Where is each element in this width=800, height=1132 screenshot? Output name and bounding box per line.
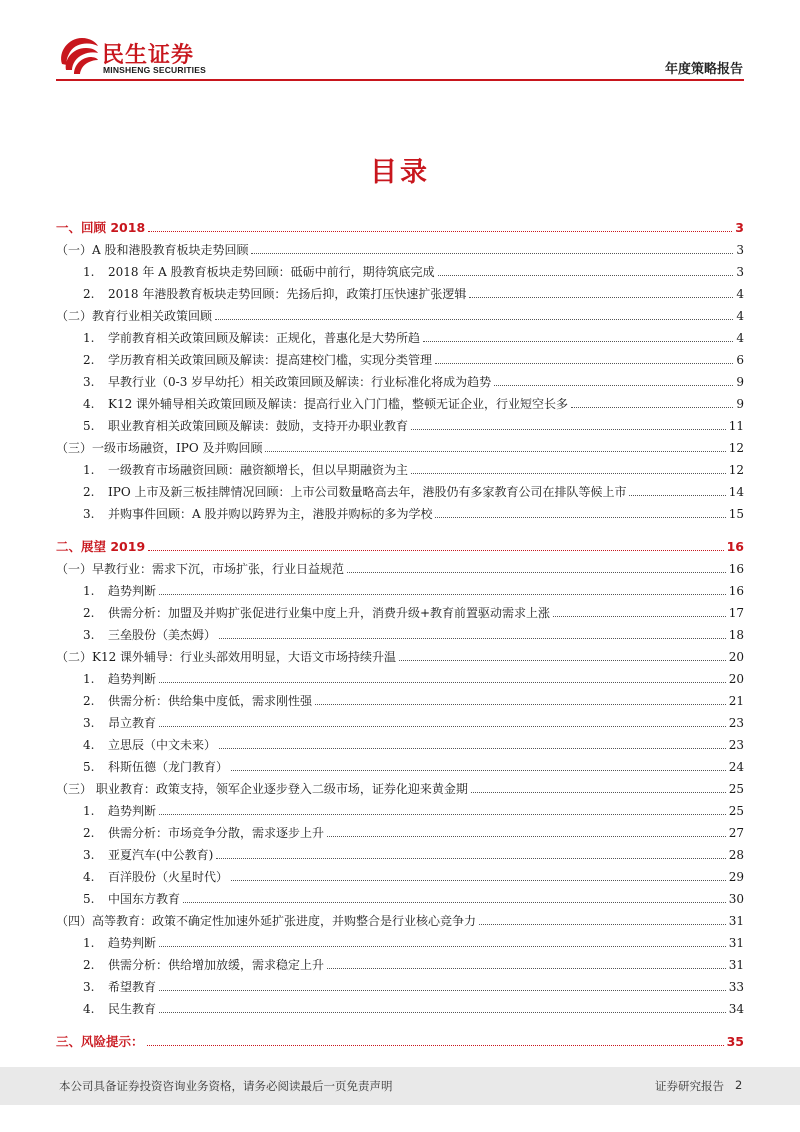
header-divider <box>56 79 744 81</box>
toc-entry-title: （三）一级市场融资，IPO 及并购回顾 <box>56 441 263 455</box>
dot-leader <box>435 363 733 364</box>
toc-entry-page: 4 <box>736 309 744 323</box>
toc-entry-number: 2. <box>83 606 95 620</box>
toc-entry-level-3[interactable] <box>56 818 744 840</box>
toc-entry-level-3[interactable] <box>56 411 744 433</box>
toc-entry-number: 1. <box>83 936 95 950</box>
dot-leader <box>183 902 726 903</box>
logo-chinese-name: 民生证券 <box>102 43 195 68</box>
toc-entry-title: 趋势判断 <box>108 672 157 686</box>
dot-leader <box>159 814 726 815</box>
toc-entry-number: 1. <box>83 265 95 279</box>
toc-entry-title: 职业教育相关政策回顾及解读：鼓励，支持开办职业教育 <box>108 419 409 433</box>
dot-leader <box>479 924 726 925</box>
footer-report-label: 证券研究报告 <box>655 1079 724 1093</box>
toc-entry-level-3[interactable] <box>56 796 744 818</box>
toc-entry-number: 5. <box>83 760 95 774</box>
dot-leader <box>251 253 733 254</box>
toc-entry-page: 21 <box>728 694 744 708</box>
table-of-contents <box>56 211 744 1049</box>
toc-entry-level-3[interactable] <box>56 862 744 884</box>
toc-entry-title: 2018 年 A 股教育板块走势回顾：砥砺中前行，期待筑底完成 <box>108 265 435 279</box>
toc-entry-page: 24 <box>728 760 744 774</box>
toc-entry-title: 趋势判断 <box>108 804 157 818</box>
dot-leader <box>315 704 726 705</box>
toc-entry-level-2[interactable] <box>56 906 744 928</box>
dot-leader <box>399 660 726 661</box>
toc-entry-number: 1. <box>83 584 95 598</box>
toc-entry-page: 11 <box>728 419 744 433</box>
toc-entry-page: 9 <box>736 375 744 389</box>
toc-entry-level-3[interactable] <box>56 499 744 521</box>
dot-leader <box>435 517 725 518</box>
toc-entry-level-2[interactable] <box>56 774 744 796</box>
toc-entry-level-3[interactable] <box>56 840 744 862</box>
toc-entry-title: 二、展望 2019 <box>56 539 146 554</box>
toc-entry-page: 4 <box>736 287 744 301</box>
toc-entry-number: 3. <box>83 848 95 862</box>
toc-entry-level-3[interactable] <box>56 598 744 620</box>
toc-entry-level-3[interactable] <box>56 367 744 389</box>
toc-entry-number: 4. <box>83 738 95 752</box>
toc-entry-number: 1. <box>83 463 95 477</box>
footer-disclaimer: 本公司具备证券投资咨询业务资格，请务必阅读最后一页免责声明 <box>59 1079 393 1093</box>
toc-entry-number: 2. <box>83 287 95 301</box>
toc-entry-level-1[interactable] <box>56 211 744 235</box>
toc-entry-number: 3. <box>83 375 95 389</box>
toc-entry-title: 供需分析：市场竞争分散，需求逐步上升 <box>108 826 325 840</box>
toc-entry-title: （二）教育行业相关政策回顾 <box>56 309 213 323</box>
dot-leader <box>411 429 726 430</box>
toc-entry-level-3[interactable] <box>56 620 744 642</box>
toc-entry-page: 28 <box>728 848 744 862</box>
toc-entry-number: 4. <box>83 397 95 411</box>
dot-leader <box>327 836 726 837</box>
toc-entry-level-3[interactable] <box>56 455 744 477</box>
page-header <box>0 0 800 80</box>
toc-entry-number: 2. <box>83 826 95 840</box>
toc-entry-number: 3. <box>83 980 95 994</box>
toc-entry-level-3[interactable] <box>56 730 744 752</box>
dot-leader <box>327 968 726 969</box>
toc-entry-page: 20 <box>728 650 744 664</box>
toc-entry-number: 5. <box>83 892 95 906</box>
toc-entry-page: 4 <box>736 331 744 345</box>
dot-leader <box>159 946 726 947</box>
report-type-label: 年度策略报告 <box>664 62 743 77</box>
toc-entry-number: 2. <box>83 694 95 708</box>
toc-entry-page: 31 <box>728 914 744 928</box>
toc-entry-level-1[interactable] <box>56 521 744 554</box>
toc-entry-title: 百洋股份（火星时代） <box>108 870 229 884</box>
toc-entry-level-2[interactable] <box>56 642 744 664</box>
toc-entry-number: 4. <box>83 1002 95 1016</box>
dot-leader <box>553 616 726 617</box>
dot-leader <box>494 385 733 386</box>
toc-entry-title: 2018 年港股教育板块走势回顾：先扬后抑，政策打压快速扩张逻辑 <box>108 287 467 301</box>
toc-entry-level-3[interactable] <box>56 257 744 279</box>
toc-entry-level-3[interactable] <box>56 884 744 906</box>
toc-entry-title: 昂立教育 <box>108 716 157 730</box>
dot-leader <box>423 341 733 342</box>
toc-entry-title: 趋势判断 <box>108 936 157 950</box>
dot-leader <box>438 275 734 276</box>
toc-entry-level-3[interactable] <box>56 972 744 994</box>
toc-entry-title: 民生教育 <box>108 1002 157 1016</box>
toc-entry-title: K12 课外辅导相关政策回顾及解读：提高行业入门门槛，整顿无证企业，行业短空长多 <box>108 397 569 411</box>
toc-entry-number: 1. <box>83 331 95 345</box>
toc-entry-level-2[interactable] <box>56 554 744 576</box>
dot-leader <box>469 297 733 298</box>
dot-leader <box>629 495 725 496</box>
dot-leader <box>471 792 726 793</box>
toc-entry-page: 16 <box>728 584 744 598</box>
dot-leader <box>159 1012 726 1013</box>
toc-entry-title: 学历教育相关政策回顾及解读：提高建校门槛，实现分类管理 <box>108 353 433 367</box>
toc-entry-level-3[interactable] <box>56 664 744 686</box>
toc-entry-page: 20 <box>728 672 744 686</box>
toc-entry-page: 23 <box>728 716 744 730</box>
toc-entry-title: 立思辰（中文未来） <box>108 738 217 752</box>
logo-english-name: MINSHENG SECURITIES <box>103 65 206 75</box>
toc-entry-title: 早教行业（0-3 岁早幼托）相关政策回顾及解读：行业标准化将成为趋势 <box>108 375 492 389</box>
toc-entry-page: 9 <box>736 397 744 411</box>
toc-entry-level-3[interactable] <box>56 686 744 708</box>
dot-leader <box>148 231 732 232</box>
dot-leader <box>347 572 726 573</box>
minsheng-logo-icon <box>56 34 100 76</box>
toc-entry-page: 25 <box>728 782 744 796</box>
toc-entry-page: 25 <box>728 804 744 818</box>
toc-entry-number: 1. <box>83 804 95 818</box>
company-logo <box>56 34 204 76</box>
toc-entry-title: 学前教育相关政策回顾及解读：正规化，普惠化是大势所趋 <box>108 331 421 345</box>
toc-entry-level-3[interactable] <box>56 708 744 730</box>
toc-entry-number: 4. <box>83 870 95 884</box>
toc-entry-level-3[interactable] <box>56 279 744 301</box>
toc-entry-title: 中国东方教育 <box>108 892 181 906</box>
toc-entry-title: 科斯伍德（龙门教育） <box>108 760 229 774</box>
dot-leader <box>411 473 726 474</box>
toc-entry-level-2[interactable] <box>56 235 744 257</box>
dot-leader <box>571 407 733 408</box>
toc-entry-title: 并购事件回顾：A 股并购以跨界为主，港股并购标的多为学校 <box>108 507 433 521</box>
toc-entry-title: IPO 上市及新三板挂牌情况回顾：上市公司数量略高去年，港股仍有多家教育公司在排队等候上市 <box>108 485 627 499</box>
toc-entry-title: 三、风险提示： <box>56 1034 144 1049</box>
footer-page-number: 2 <box>735 1078 743 1092</box>
toc-entry-page: 31 <box>728 958 744 972</box>
toc-entry-title: 三垒股份（美杰姆） <box>108 628 217 642</box>
toc-entry-number: 3. <box>83 507 95 521</box>
toc-entry-page: 3 <box>736 265 744 279</box>
dot-leader <box>219 638 726 639</box>
toc-entry-page: 16 <box>726 539 744 554</box>
toc-entry-page: 12 <box>728 441 744 455</box>
toc-entry-title: 供需分析：加盟及并购扩张促进行业集中度上升，消费升级+教育前置驱动需求上涨 <box>108 606 551 620</box>
dot-leader <box>265 451 725 452</box>
toc-entry-level-3[interactable] <box>56 752 744 774</box>
toc-entry-number: 5. <box>83 419 95 433</box>
toc-entry-title: 供需分析：供给增加放缓，需求稳定上升 <box>108 958 325 972</box>
dot-leader <box>216 858 725 859</box>
toc-entry-page: 29 <box>728 870 744 884</box>
toc-entry-title: 一级教育市场融资回顾：融资额增长，但以早期融资为主 <box>108 463 409 477</box>
toc-entry-number: 3. <box>83 628 95 642</box>
toc-entry-page: 34 <box>728 1002 744 1016</box>
toc-entry-title: （一）早教行业：需求下沉，市场扩张，行业日益规范 <box>56 562 345 576</box>
toc-entry-title: 亚夏汽车(中公教育) <box>108 848 214 862</box>
toc-entry-level-3[interactable] <box>56 928 744 950</box>
toc-entry-page: 31 <box>728 936 744 950</box>
toc-entry-number: 2. <box>83 958 95 972</box>
toc-entry-level-3[interactable] <box>56 994 744 1016</box>
toc-entry-level-1[interactable] <box>56 1016 744 1049</box>
dot-leader <box>231 770 726 771</box>
toc-entry-number: 3. <box>83 716 95 730</box>
toc-entry-title: （二）K12 课外辅导：行业头部效用明显，大语文市场持续升温 <box>56 650 397 664</box>
toc-entry-title: （四）高等教育：政策不确定性加速外延扩张进度，并购整合是行业核心竞争力 <box>56 914 477 928</box>
toc-entry-page: 15 <box>728 507 744 521</box>
dot-leader <box>219 748 726 749</box>
toc-entry-level-2[interactable] <box>56 433 744 455</box>
dot-leader <box>231 880 726 881</box>
toc-entry-page: 16 <box>728 562 744 576</box>
dot-leader <box>159 990 726 991</box>
toc-entry-title: 希望教育 <box>108 980 157 994</box>
toc-entry-title: （一）A 股和港股教育板块走势回顾 <box>56 243 249 257</box>
toc-entry-number: 2. <box>83 485 95 499</box>
toc-entry-page: 12 <box>728 463 744 477</box>
toc-entry-page: 33 <box>728 980 744 994</box>
dot-leader <box>148 550 723 551</box>
toc-entry-page: 27 <box>728 826 744 840</box>
dot-leader <box>147 1045 724 1046</box>
toc-entry-level-3[interactable] <box>56 950 744 972</box>
toc-entry-title: 趋势判断 <box>108 584 157 598</box>
toc-entry-page: 23 <box>728 738 744 752</box>
toc-entry-page: 17 <box>728 606 744 620</box>
toc-entry-level-2[interactable] <box>56 301 744 323</box>
toc-entry-page: 3 <box>736 243 744 257</box>
toc-entry-page: 30 <box>728 892 744 906</box>
toc-entry-title: （三） 职业教育：政策支持，领军企业逐步登入二级市场，证券化迎来黄金期 <box>56 782 468 796</box>
toc-entry-page: 18 <box>728 628 744 642</box>
toc-title: 目录 <box>370 157 430 188</box>
dot-leader <box>159 594 726 595</box>
toc-entry-page: 3 <box>735 220 744 235</box>
toc-entry-page: 14 <box>728 485 744 499</box>
toc-entry-number: 2. <box>83 353 95 367</box>
toc-entry-level-3[interactable] <box>56 345 744 367</box>
dot-leader <box>159 726 726 727</box>
toc-entry-level-3[interactable] <box>56 576 744 598</box>
toc-entry-page: 35 <box>726 1034 744 1049</box>
toc-entry-title: 供需分析：供给集中度低，需求刚性强 <box>108 694 313 708</box>
toc-entry-number: 1. <box>83 672 95 686</box>
toc-entry-page: 6 <box>736 353 744 367</box>
dot-leader <box>215 319 733 320</box>
toc-entry-level-3[interactable] <box>56 477 744 499</box>
dot-leader <box>159 682 726 683</box>
toc-entry-title: 一、回顾 2018 <box>56 220 146 235</box>
toc-entry-level-3[interactable] <box>56 389 744 411</box>
toc-entry-level-3[interactable] <box>56 323 744 345</box>
